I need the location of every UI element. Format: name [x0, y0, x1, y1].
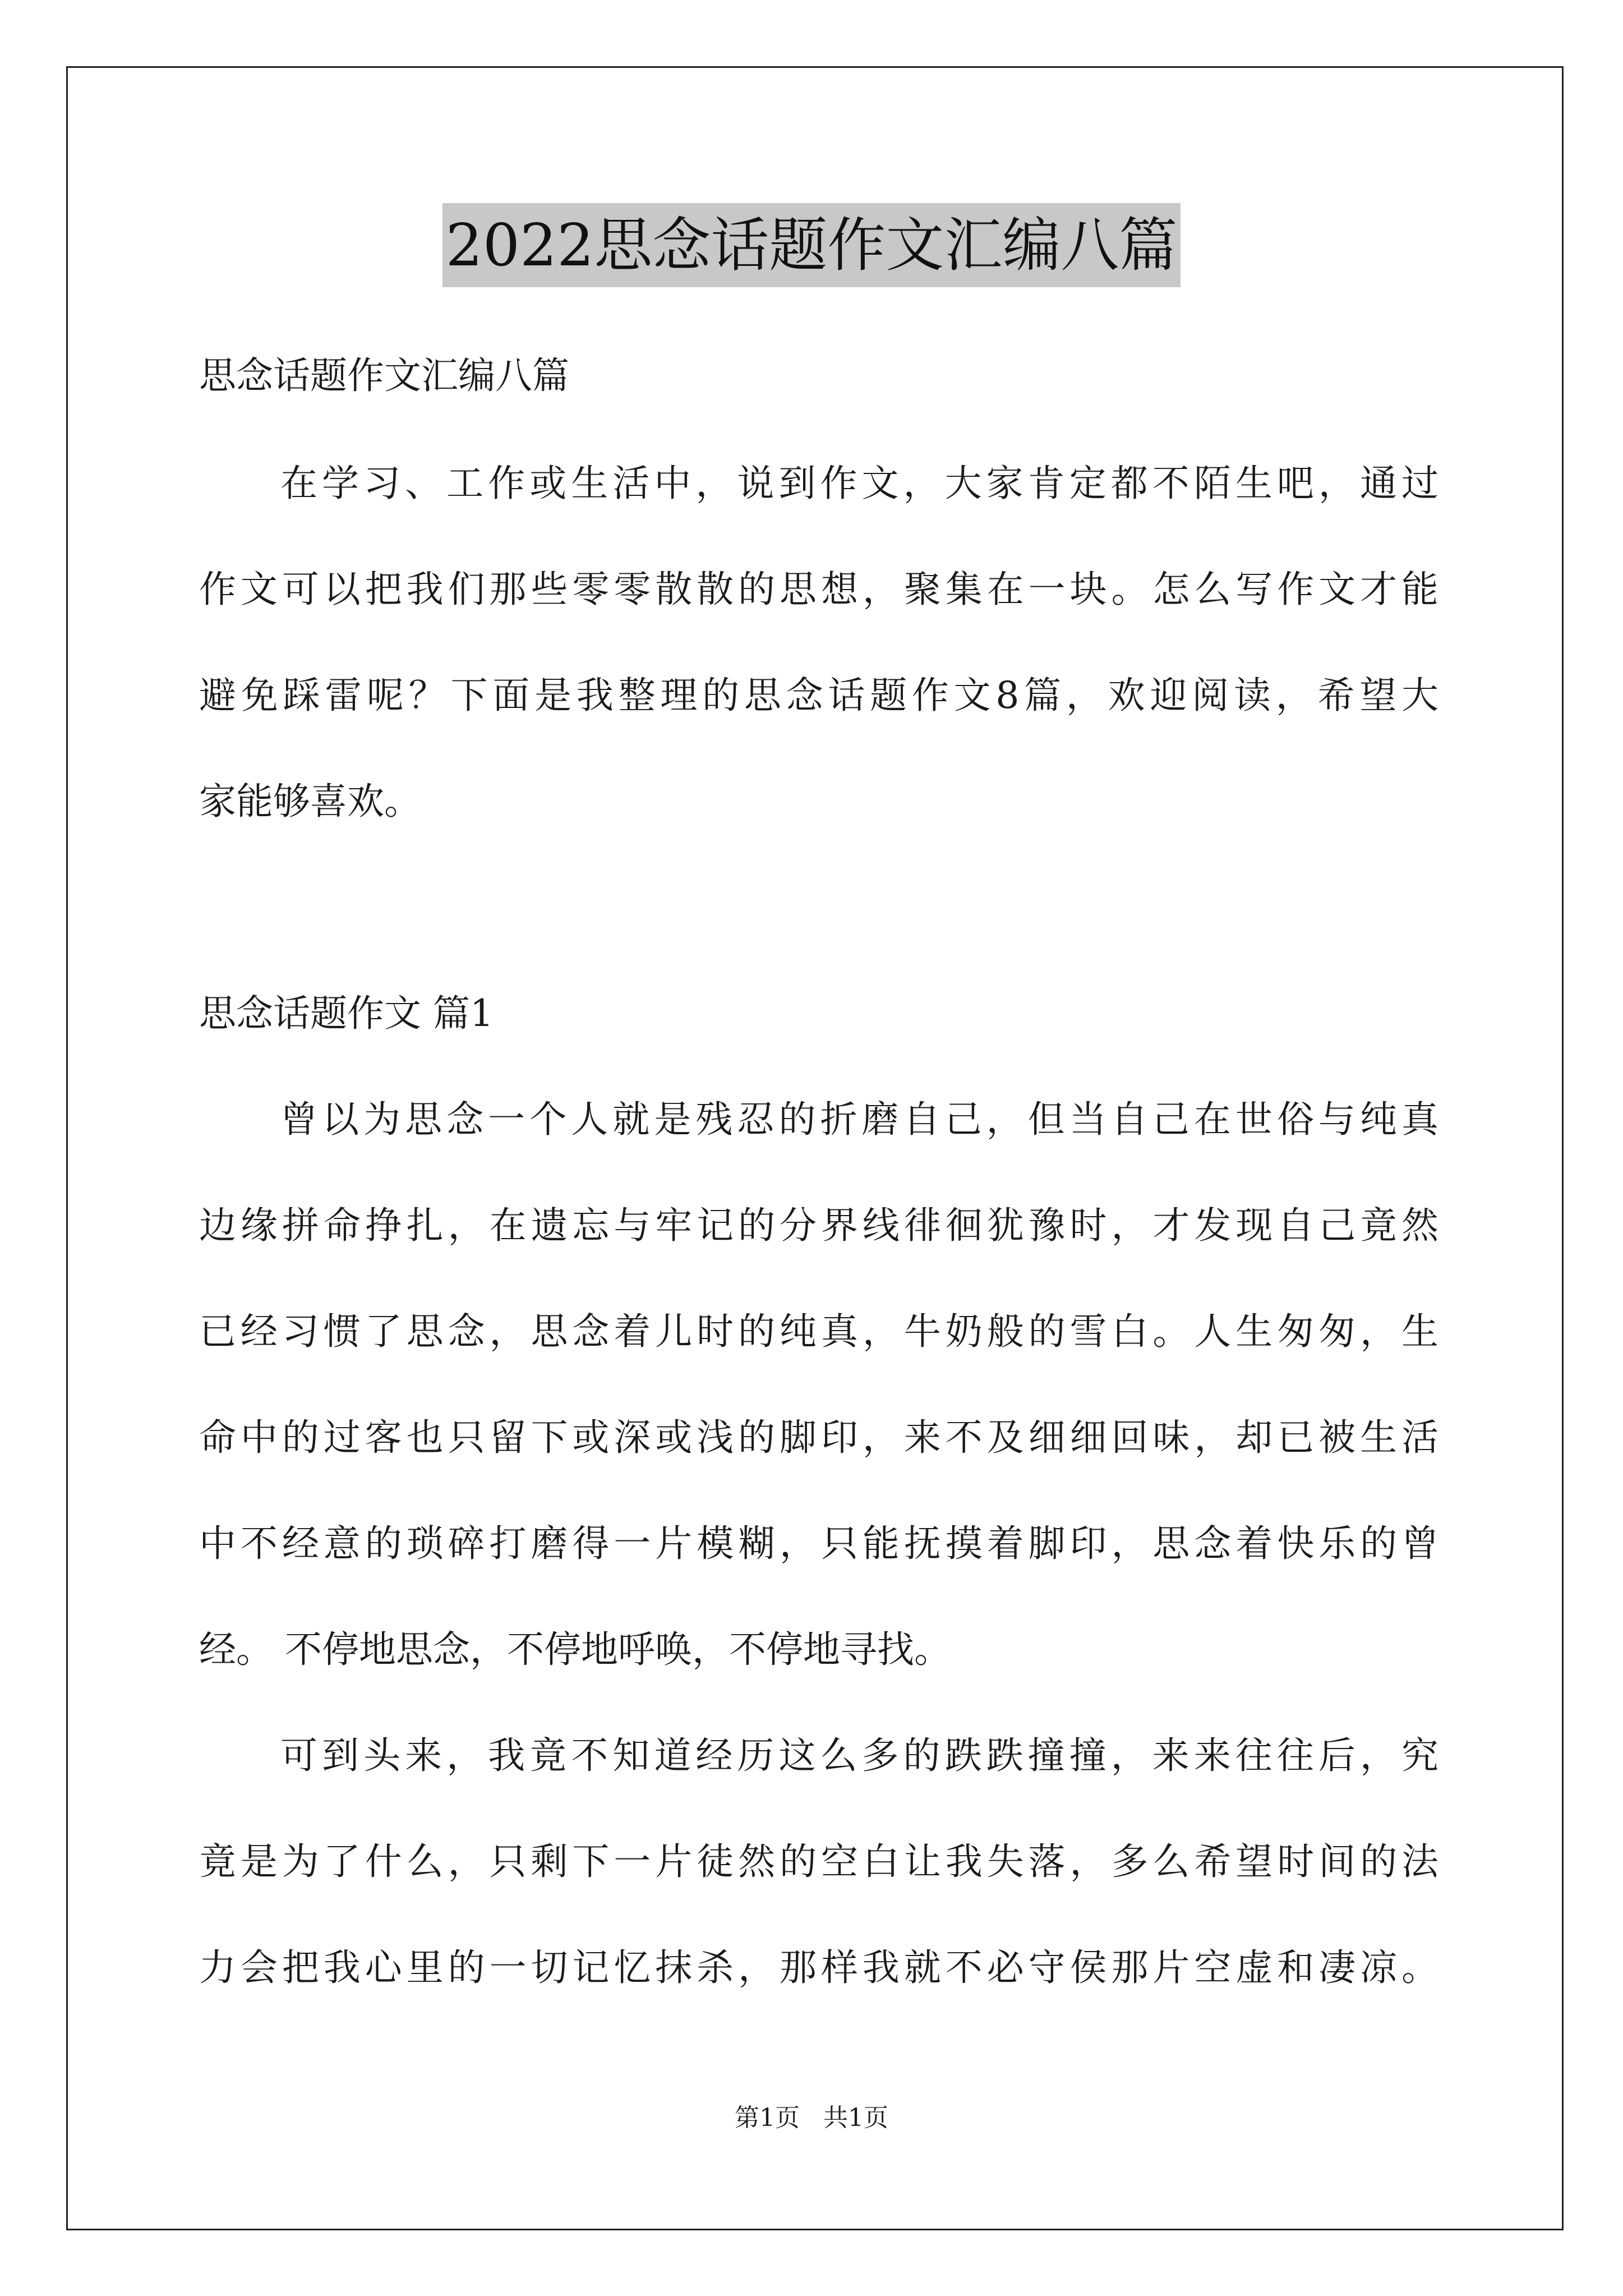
paragraph-line: 曾以为思念一个人就是残忍的折磨自己，但当自己在世俗与纯真: [280, 1098, 1438, 1141]
paragraph-line: 经。 不停地思念，不停地呼唤，不停地寻找。: [199, 1628, 951, 1671]
paragraph-line: 可到头来，我竟不知道经历这么多的跌跌撞撞，来来往往后，究: [280, 1734, 1438, 1777]
intro-line: 作文可以把我们那些零零散散的思想，聚集在一块。怎么写作文才能: [199, 568, 1438, 611]
paragraph-line: 已经习惯了思念，思念着儿时的纯真，牛奶般的雪白。人生匆匆，生: [199, 1310, 1438, 1353]
intro-line: 在学习、工作或生活中，说到作文，大家肯定都不陌生吧，通过: [280, 462, 1438, 505]
intro-line: 家能够喜欢。: [199, 780, 421, 823]
paragraph-line: 力会把我心里的一切记忆抹杀，那样我就不必守侯那片空虚和凄凉。: [199, 1946, 1438, 1989]
page-footer: 第1页 共1页: [735, 2104, 888, 2132]
intro-line: 避免踩雷呢？下面是我整理的思念话题作文8篇，欢迎阅读，希望大: [199, 674, 1438, 717]
paragraph-line: 中不经意的琐碎打磨得一片模糊，只能抚摸着脚印，思念着快乐的曾: [199, 1522, 1438, 1565]
paragraph-line: 边缘拼命挣扎，在遗忘与牢记的分界线徘徊犹豫时，才发现自己竟然: [199, 1204, 1438, 1247]
document-subtitle: 思念话题作文汇编八篇: [199, 354, 569, 397]
section-heading: 思念话题作文 篇1: [199, 992, 494, 1035]
paragraph-line: 命中的过客也只留下或深或浅的脚印，来不及细细回味，却已被生活: [199, 1416, 1438, 1459]
document-title: 2022思念话题作文汇编八篇: [442, 203, 1181, 287]
title-container: [0, 203, 1623, 287]
paragraph-line: 竟是为了什么，只剩下一片徒然的空白让我失落，多么希望时间的法: [199, 1840, 1438, 1883]
